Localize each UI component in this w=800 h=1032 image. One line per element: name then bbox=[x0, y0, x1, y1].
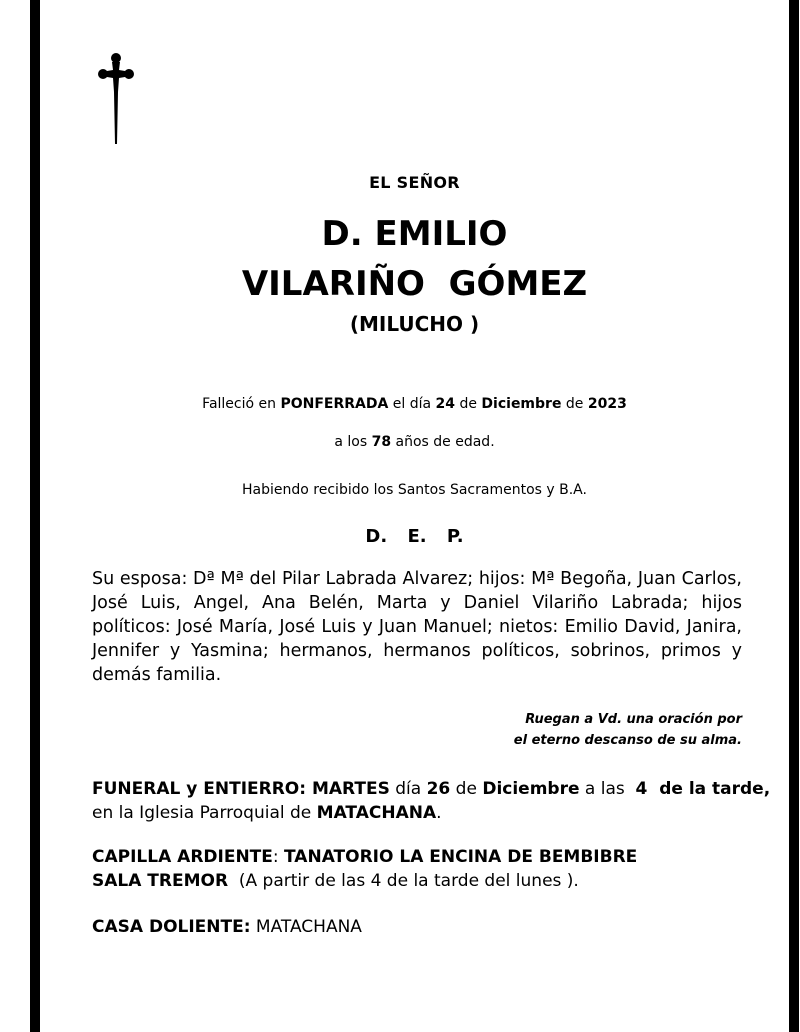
death-text-1: Falleció en bbox=[202, 396, 281, 412]
left-border bbox=[30, 0, 40, 1032]
nickname: (MILUCHO ) bbox=[349, 312, 480, 336]
surname: VILARIÑO GÓMEZ bbox=[241, 264, 588, 304]
chapel-info bbox=[92, 845, 772, 893]
funeral-line2-text: en la Iglesia Parroquial de bbox=[92, 803, 317, 823]
deceased-name-line2 bbox=[40, 264, 789, 304]
family-text: Su esposa: Dª Mª del Pilar Labrada Alvarez; hijos: Mª Begoña, Juan Carlos, José Luis, Angel, Ana Belén, Marta y Daniel Vilariño Labrada; hijos políticos: José María, José Luis y Juan Manuel; nietos: Emilio David, Janira, Jennifer y Yasmina; hermanos, hermanos políticos, sobrinos, primos y demás familia. bbox=[92, 569, 742, 685]
funeral-text-1: día bbox=[389, 779, 427, 799]
death-month: Diciembre bbox=[481, 396, 562, 412]
funeral-line2-end: . bbox=[436, 803, 442, 823]
age-text-1: a los bbox=[334, 434, 372, 450]
funeral-info bbox=[92, 777, 772, 825]
funeral-text-3: a las bbox=[579, 779, 636, 799]
death-day: 24 bbox=[435, 396, 456, 412]
chapel-sep: : bbox=[272, 847, 285, 867]
death-text-4: de bbox=[561, 396, 588, 412]
title: EL SEÑOR bbox=[369, 173, 460, 192]
mourning-house-value: MATACHANA bbox=[250, 917, 362, 937]
rip: D. E. P. bbox=[365, 526, 464, 547]
funeral-time: 4 de la tarde, bbox=[635, 779, 771, 799]
chapel-room: SALA TREMOR bbox=[92, 871, 229, 891]
chapel-note: (A partir de las 4 de la tarde del lunes ). bbox=[228, 871, 579, 891]
funeral-label: FUNERAL y ENTIERRO: MARTES bbox=[92, 779, 390, 799]
prayer-line-2: el eterno descanso de su alma. bbox=[513, 733, 742, 748]
death-place: PONFERRADA bbox=[280, 396, 389, 412]
funeral-text-2: de bbox=[450, 779, 483, 799]
funeral-place: MATACHANA bbox=[316, 803, 437, 823]
mourning-house bbox=[92, 915, 772, 939]
death-year: 2023 bbox=[587, 396, 627, 412]
deceased-name-line1: D. EMILIO bbox=[321, 214, 508, 254]
age-text-2: años de edad. bbox=[391, 434, 495, 450]
prayer-line-1: Ruegan a Vd. una oración por bbox=[525, 712, 742, 727]
funeral-month: Diciembre bbox=[482, 779, 580, 799]
death-text-3: de bbox=[455, 396, 482, 412]
right-border bbox=[789, 0, 799, 1032]
sacraments: Habiendo recibido los Santos Sacramentos y B.A. bbox=[242, 482, 587, 498]
santiago-cross-icon bbox=[92, 52, 140, 148]
death-text-2: el día bbox=[388, 396, 436, 412]
age-value: 78 bbox=[371, 434, 392, 450]
age-info bbox=[40, 434, 789, 450]
prayer-request bbox=[442, 709, 742, 751]
funeral-day: 26 bbox=[426, 779, 451, 799]
chapel-label: CAPILLA ARDIENTE bbox=[92, 847, 273, 867]
death-info bbox=[40, 396, 789, 412]
mourning-house-label: CASA DOLIENTE: bbox=[92, 917, 251, 937]
chapel-place: TANATORIO LA ENCINA DE BEMBIBRE bbox=[284, 847, 638, 867]
